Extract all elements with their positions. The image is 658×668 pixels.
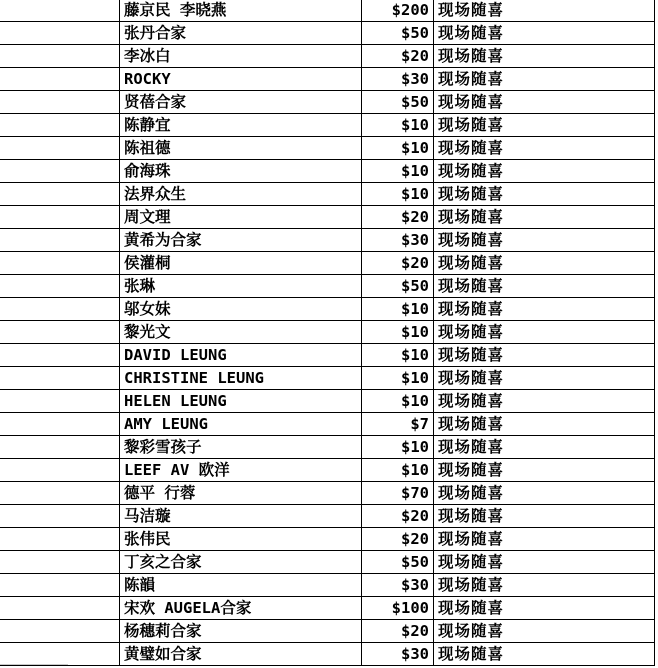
donor-name-cell[interactable]: 马洁璇	[120, 505, 362, 528]
note-cell[interactable]: 现场随喜	[434, 0, 655, 22]
table-row	[0, 114, 655, 137]
sheet-edge-line	[0, 664, 68, 665]
amount-cell[interactable]: $200	[362, 0, 434, 22]
note-cell[interactable]: 现场随喜	[434, 45, 655, 68]
table-row	[0, 91, 655, 114]
amount-cell[interactable]: $10	[362, 321, 434, 344]
donor-name-cell[interactable]: CHRISTINE LEUNG	[120, 367, 362, 390]
donor-name-cell[interactable]: 黄希为合家	[120, 229, 362, 252]
amount-cell[interactable]: $30	[362, 229, 434, 252]
donor-name-cell[interactable]: DAVID LEUNG	[120, 344, 362, 367]
blank-cell[interactable]	[0, 252, 120, 275]
table-row	[0, 620, 655, 643]
note-cell[interactable]: 现场随喜	[434, 183, 655, 206]
table-row	[0, 0, 655, 22]
table-row	[0, 436, 655, 459]
donor-name-cell[interactable]: ROCKY	[120, 68, 362, 91]
blank-cell[interactable]	[0, 137, 120, 160]
note-cell[interactable]: 现场随喜	[434, 68, 655, 91]
blank-cell[interactable]	[0, 413, 120, 436]
table-row	[0, 367, 655, 390]
blank-cell[interactable]	[0, 275, 120, 298]
amount-cell[interactable]: $10	[362, 390, 434, 413]
amount-cell[interactable]: $10	[362, 436, 434, 459]
blank-cell[interactable]	[0, 0, 120, 22]
table-row	[0, 229, 655, 252]
blank-cell[interactable]	[0, 298, 120, 321]
donor-name-cell[interactable]: HELEN LEUNG	[120, 390, 362, 413]
blank-cell[interactable]	[0, 528, 120, 551]
note-cell[interactable]: 现场随喜	[434, 643, 655, 666]
donor-name-cell[interactable]: 周文理	[120, 206, 362, 229]
note-cell[interactable]: 现场随喜	[434, 275, 655, 298]
table-row	[0, 22, 655, 45]
blank-cell[interactable]	[0, 551, 120, 574]
amount-cell[interactable]: $20	[362, 505, 434, 528]
blank-cell[interactable]	[0, 114, 120, 137]
table-row	[0, 482, 655, 505]
amount-cell[interactable]: $10	[362, 183, 434, 206]
amount-cell[interactable]: $7	[362, 413, 434, 436]
table-row	[0, 321, 655, 344]
donor-name-cell[interactable]: 宋欢 AUGELA合家	[120, 597, 362, 620]
donor-name-cell[interactable]: 藤京民 李晓燕	[120, 0, 362, 22]
note-cell[interactable]: 现场随喜	[434, 482, 655, 505]
note-cell[interactable]: 现场随喜	[434, 114, 655, 137]
blank-cell[interactable]	[0, 206, 120, 229]
donor-name-cell[interactable]: 张琳	[120, 275, 362, 298]
note-cell[interactable]: 现场随喜	[434, 597, 655, 620]
donor-name-cell[interactable]: AMY LEUNG	[120, 413, 362, 436]
table-row	[0, 390, 655, 413]
note-cell[interactable]: 现场随喜	[434, 229, 655, 252]
amount-cell[interactable]: $10	[362, 114, 434, 137]
blank-cell[interactable]	[0, 160, 120, 183]
note-cell[interactable]: 现场随喜	[434, 459, 655, 482]
table-row	[0, 643, 655, 666]
note-cell[interactable]: 现场随喜	[434, 367, 655, 390]
amount-cell[interactable]: $30	[362, 68, 434, 91]
table-row	[0, 68, 655, 91]
table-row	[0, 459, 655, 482]
blank-cell[interactable]	[0, 229, 120, 252]
amount-cell[interactable]: $20	[362, 528, 434, 551]
note-cell[interactable]: 现场随喜	[434, 413, 655, 436]
table-row	[0, 413, 655, 436]
amount-cell[interactable]: $50	[362, 22, 434, 45]
note-cell[interactable]: 现场随喜	[434, 298, 655, 321]
amount-cell[interactable]: $10	[362, 137, 434, 160]
note-cell[interactable]: 现场随喜	[434, 91, 655, 114]
table-row	[0, 551, 655, 574]
donor-name-cell[interactable]: LEEF AV 欧洋	[120, 459, 362, 482]
blank-cell[interactable]	[0, 68, 120, 91]
table-row	[0, 528, 655, 551]
note-cell[interactable]: 现场随喜	[434, 436, 655, 459]
donor-name-cell[interactable]: 法界众生	[120, 183, 362, 206]
note-cell[interactable]: 现场随喜	[434, 390, 655, 413]
note-cell[interactable]: 现场随喜	[434, 551, 655, 574]
note-cell[interactable]: 现场随喜	[434, 321, 655, 344]
blank-cell[interactable]	[0, 367, 120, 390]
note-cell[interactable]: 现场随喜	[434, 528, 655, 551]
table-row	[0, 597, 655, 620]
donor-name-cell[interactable]: 邬女妹	[120, 298, 362, 321]
table-row	[0, 505, 655, 528]
note-cell[interactable]: 现场随喜	[434, 22, 655, 45]
amount-cell[interactable]: $30	[362, 643, 434, 666]
blank-cell[interactable]	[0, 620, 120, 643]
donor-name-cell[interactable]: 俞海珠	[120, 160, 362, 183]
amount-cell[interactable]: $20	[362, 620, 434, 643]
amount-cell[interactable]: $20	[362, 45, 434, 68]
donor-name-cell[interactable]: 陈静宜	[120, 114, 362, 137]
table-row	[0, 275, 655, 298]
donor-name-cell[interactable]: 张丹合家	[120, 22, 362, 45]
blank-cell[interactable]	[0, 459, 120, 482]
note-cell[interactable]: 现场随喜	[434, 620, 655, 643]
note-cell[interactable]: 现场随喜	[434, 344, 655, 367]
amount-cell[interactable]: $10	[362, 160, 434, 183]
donor-name-cell[interactable]: 黎彩雪孩子	[120, 436, 362, 459]
donor-name-cell[interactable]: 杨穗莉合家	[120, 620, 362, 643]
table-row	[0, 183, 655, 206]
amount-cell[interactable]: $10	[362, 344, 434, 367]
table-row	[0, 298, 655, 321]
amount-cell[interactable]: $20	[362, 206, 434, 229]
donor-name-cell[interactable]: 张伟民	[120, 528, 362, 551]
table-row	[0, 206, 655, 229]
amount-cell[interactable]: $10	[362, 459, 434, 482]
donor-name-cell[interactable]: 丁亥之合家	[120, 551, 362, 574]
blank-cell[interactable]	[0, 22, 120, 45]
amount-cell[interactable]: $50	[362, 551, 434, 574]
blank-cell[interactable]	[0, 45, 120, 68]
donor-name-cell[interactable]: 黎光文	[120, 321, 362, 344]
table-row	[0, 252, 655, 275]
blank-cell[interactable]	[0, 505, 120, 528]
note-cell[interactable]: 现场随喜	[434, 206, 655, 229]
blank-cell[interactable]	[0, 344, 120, 367]
amount-cell[interactable]: $10	[362, 298, 434, 321]
blank-cell[interactable]	[0, 597, 120, 620]
donor-name-cell[interactable]: 黄璧如合家	[120, 643, 362, 666]
donor-name-cell[interactable]: 德平 行蓉	[120, 482, 362, 505]
blank-cell[interactable]	[0, 574, 120, 597]
blank-cell[interactable]	[0, 321, 120, 344]
donor-name-cell[interactable]: 陈韻	[120, 574, 362, 597]
table-row	[0, 160, 655, 183]
table-row	[0, 137, 655, 160]
note-cell[interactable]: 现场随喜	[434, 160, 655, 183]
blank-cell[interactable]	[0, 482, 120, 505]
blank-cell[interactable]	[0, 390, 120, 413]
amount-cell[interactable]: $10	[362, 367, 434, 390]
note-cell[interactable]: 现场随喜	[434, 574, 655, 597]
blank-cell[interactable]	[0, 643, 120, 666]
blank-cell[interactable]	[0, 436, 120, 459]
donor-name-cell[interactable]: 陈祖德	[120, 137, 362, 160]
amount-cell[interactable]: $30	[362, 574, 434, 597]
amount-cell[interactable]: $50	[362, 91, 434, 114]
amount-cell[interactable]: $70	[362, 482, 434, 505]
amount-cell[interactable]: $50	[362, 275, 434, 298]
amount-cell[interactable]: $100	[362, 597, 434, 620]
table-row	[0, 574, 655, 597]
table-row	[0, 344, 655, 367]
blank-cell[interactable]	[0, 183, 120, 206]
donor-name-cell[interactable]: 李冰白	[120, 45, 362, 68]
note-cell[interactable]: 现场随喜	[434, 252, 655, 275]
note-cell[interactable]: 现场随喜	[434, 505, 655, 528]
donor-name-cell[interactable]: 侯灌桐	[120, 252, 362, 275]
blank-cell[interactable]	[0, 91, 120, 114]
note-cell[interactable]: 现场随喜	[434, 137, 655, 160]
table-row	[0, 45, 655, 68]
amount-cell[interactable]: $20	[362, 252, 434, 275]
donor-name-cell[interactable]: 贤蓓合家	[120, 91, 362, 114]
